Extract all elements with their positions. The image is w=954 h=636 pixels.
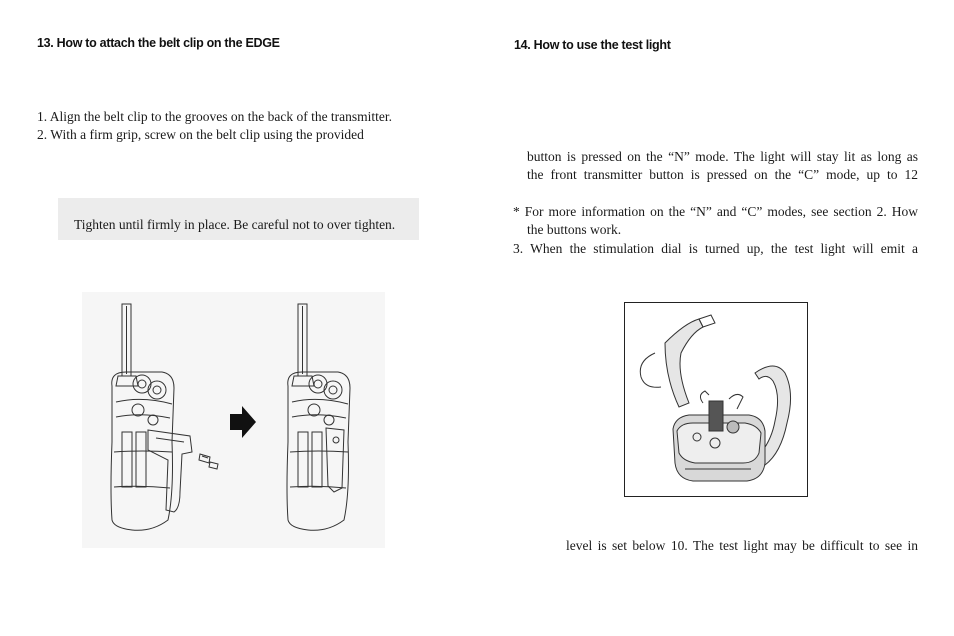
section-13-heading: 13. How to attach the belt clip on the EDGE: [37, 36, 280, 50]
step-3-text: 3. When the stimulation dial is turned up, the test light will emit a: [513, 241, 918, 256]
step-2-text: 2. With a firm grip, screw on the belt clip using the provided: [37, 127, 364, 142]
footnote-line-2: the buttons work.: [527, 222, 622, 237]
transmitter-clip-attached-icon: [287, 304, 350, 530]
step-1-text: 1. Align the belt clip to the grooves on the back of the transmitter.: [37, 109, 393, 124]
receiver-collar-icon: [625, 303, 807, 496]
transmitter-with-clip-icon: [111, 304, 218, 530]
note-text: Tighten until firmly in place. Be careful not to over tighten.: [74, 217, 396, 232]
footnote-line-1: * For more information on the “N” and “C” modes, see section 2. How: [513, 204, 918, 219]
paragraph-line-1: button is pressed on the “N” mode. The light will stay lit as long as: [527, 149, 918, 164]
bottom-line: level is set below 10. The test light may be difficult to see in: [566, 538, 918, 553]
arrow-right-icon: [230, 406, 256, 438]
belt-clip-figure: [82, 292, 385, 548]
paragraph-line-2: the front transmitter button is pressed on the “C” mode, up to 12: [527, 167, 918, 182]
section-14-heading: 14. How to use the test light: [514, 38, 671, 52]
note-box: [58, 198, 419, 240]
receiver-collar-figure: [624, 302, 808, 497]
